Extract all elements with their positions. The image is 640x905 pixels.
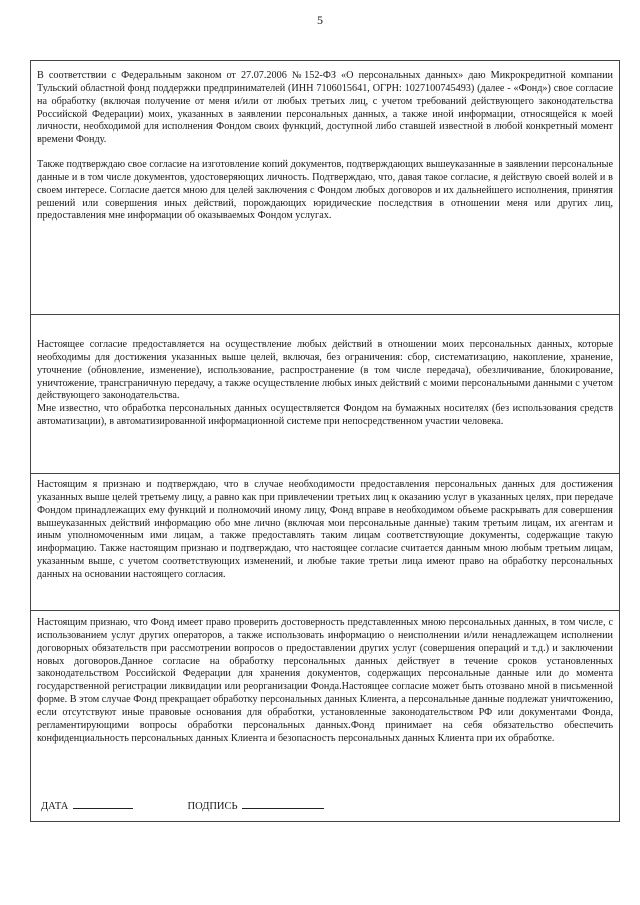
paragraph-verification-and-term: Настоящим признаю, что Фонд имеет право проверить достоверность представленных мною персональных данных, в том числе, с использованием услуг других операторов, а также использовать информацию о неисполнении и/или ненадлежащем исполнении договорных обязательств при рассмотрении вопросов о предоставлении других услуг (совершения операций и т.д.) и заключении новых договоров.Данное согласие на обработку персональных данных действует в течение сроков установленных законодательством Российской Федерации для хранения документов, содержащих персональные данные или до момента государственной регистрации ликвидации или реорганизации Фонда.Настоящее согласие может быть отозвано мной в письменной форме. В этом случае Фонд прекращает обработку персональных данных Клиента, а персональные данные подлежат уничтожению, если отсутствуют иные правовые основания для обработки, установленные законодательством РФ или документами Фонда, регламентирующими вопросы обработки персональных данных.Фонд принимает на себя обязательство обеспечить конфиденциальность персональных данных Клиента и безопасность персональных данных Клиента при их обработке. bbox=[37, 617, 613, 744]
paragraph-consent-grant: В соответствии с Федеральным законом от 27.07.2006 №152-ФЗ «О персональных данных» даю Микрокредитной компании Тульский областной фонд поддержки предпринимателей (ИНН 7106015641, ОГРН: 1027100745493) (далее - «Фонд») свое согласие на обработку (включая получение от меня и/или от любых третьих лиц, с учетом требований действующего законодательства Российской Федерации) моих, указанных в заявлении персональных данных, а также иной информации, относящейся к моей личности, необходимой для исполнения Фондом своих функций, доступной либо ставшей известной в любой конкретный момент времени Фонду. bbox=[37, 70, 613, 146]
section-third-parties bbox=[31, 474, 619, 611]
page-number: 5 bbox=[317, 13, 323, 27]
signature-row bbox=[41, 799, 324, 812]
paragraph-document-copies: Также подтверждаю свое согласие на изготовление копий документов, подтверждающих вышеуказанные в заявлении персональные данные и в том числе документов, удостоверяющих личность. Подтверждаю, что, давая такое согласие, я действую своей волей и в своем интересе. Согласие дается мною для целей заключения с Фондом любых договоров и их дальнейшего исполнения, принятия решений или совершения иных действий, порождающих юридические последствия в отношении меня или других лиц, предоставления мне информации об оказываемых Фондом услугах. bbox=[37, 159, 613, 222]
section-consent-basis bbox=[31, 61, 619, 315]
signature-field bbox=[188, 799, 325, 812]
consent-form bbox=[30, 60, 620, 822]
paragraph-processing-methods: Мне известно, что обработка персональных данных осуществляется Фондом на бумажных носителях (без использования средств автоматизации), в автоматизированной информационной системе при непосредственном участии человека. bbox=[37, 403, 613, 428]
date-label: ДАТА bbox=[41, 801, 69, 812]
signature-label: ПОДПИСЬ bbox=[187, 801, 238, 812]
paragraph-processing-actions: Настоящее согласие предоставляется на осуществление любых действий в отношении моих персональных данных, которые необходимы для достижения указанных выше целей, включая, без ограничения: сбор, систематизацию, накопление, хранение, уточнение (обновление, изменение), использование, распространение (в том числе передача), обезличивание, блокирование, уничтожение, трансграничную передачу, а также осуществление любых иных действий с моими персональными данными с учетом действующего законодательства. bbox=[37, 339, 613, 402]
date-field bbox=[41, 799, 133, 812]
signature-blank-line[interactable] bbox=[242, 799, 324, 809]
section-processing-actions bbox=[31, 315, 619, 474]
section-verification-and-term bbox=[31, 611, 619, 822]
date-blank-line[interactable] bbox=[73, 799, 133, 809]
paragraph-third-parties: Настоящим я признаю и подтверждаю, что в случае необходимости предоставления персональных данных для достижения указанных выше целей третьему лицу, а равно как при привлечении третьих лиц к оказанию услуг в указанных целях, при передаче Фондом принадлежащих ему функций и полномочий иному лицу, Фонд вправе в необходимом объеме раскрывать для совершения вышеуказанных действий информацию обо мне лично (включая мои персональные данные) таким третьим лицам, их агентам и иным уполномоченным ими лицам, а также предоставлять таким лицам соответствующие документы, содержащие такую информацию. Также настоящим признаю и подтверждаю, что настоящее согласие считается данным мною любым третьим лицам, указанным выше, с учетом соответствующих изменений, и любые такие третьи лица имеют право на обработку персональных данных на основании настоящего согласия. bbox=[37, 479, 613, 580]
